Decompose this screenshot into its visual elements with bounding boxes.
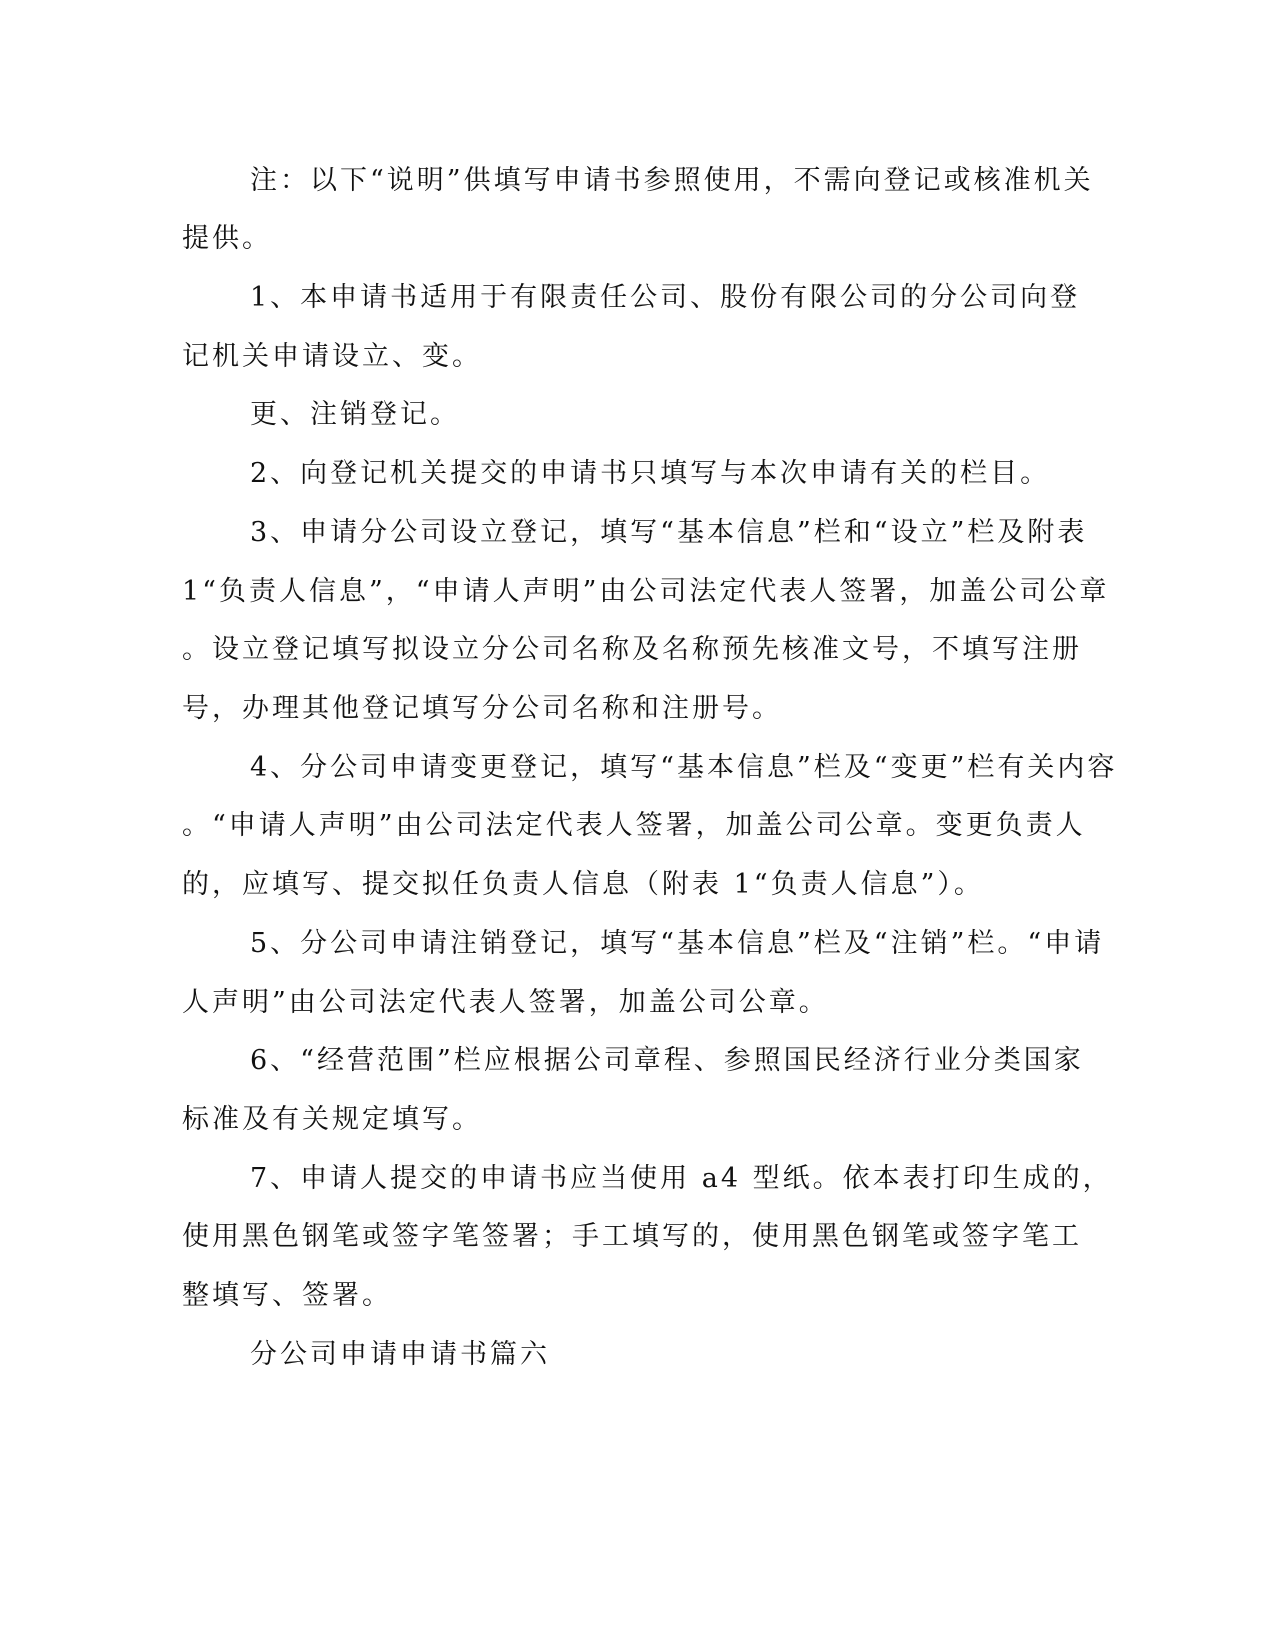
item-4-line-3: 的，应填写、提交拟任负责人信息（附表 1“负责人信息”）。: [182, 869, 984, 900]
item-3-line-4: 号，办理其他登记填写分公司名称和注册号。: [182, 693, 782, 724]
item-6-line-1: 6、“经营范围”栏应根据公司章程、参照国民经济行业分类国家: [250, 1045, 1084, 1076]
item-5-line-2: 人声明”由公司法定代表人签署，加盖公司公章。: [182, 987, 829, 1018]
item-4-line-1: 4、分公司申请变更登记，填写“基本信息”栏及“变更”栏有关内容: [250, 752, 1118, 783]
item-7-line-3: 整填写、签署。: [182, 1280, 392, 1311]
item-1-line-1: 1、本申请书适用于有限责任公司、股份有限公司的分公司向登: [250, 282, 1081, 313]
note-line-1: 注：以下“说明”供填写申请书参照使用，不需向登记或核准机关: [250, 165, 1094, 196]
item-6-line-2: 标准及有关规定填写。: [182, 1104, 482, 1135]
item-4-line-2: 。“申请人声明”由公司法定代表人签署，加盖公司公章。变更负责人: [182, 810, 1086, 841]
item-7-line-2: 使用黑色钢笔或签字笔签署；手工填写的，使用黑色钢笔或签字笔工: [182, 1221, 1082, 1252]
item-3-line-3: 。设立登记填写拟设立分公司名称及名称预先核准文号，不填写注册: [182, 634, 1082, 665]
item-1-line-3: 更、注销登记。: [250, 399, 460, 430]
item-2-line-1: 2、向登记机关提交的申请书只填写与本次申请有关的栏目。: [250, 458, 1051, 489]
item-5-line-1: 5、分公司申请注销登记，填写“基本信息”栏及“注销”栏。“申请: [250, 928, 1105, 959]
item-7-line-1: 7、申请人提交的申请书应当使用 a4 型纸。依本表打印生成的，: [250, 1163, 1113, 1194]
section-heading: 分公司申请申请书篇六: [250, 1339, 550, 1370]
note-line-2: 提供。: [182, 223, 272, 254]
item-3-line-2: 1“负责人信息”，“申请人声明”由公司法定代表人签署，加盖公司公章: [182, 576, 1110, 607]
item-1-line-2: 记机关申请设立、变。: [182, 341, 482, 372]
item-3-line-1: 3、申请分公司设立登记，填写“基本信息”栏和“设立”栏及附表: [250, 517, 1088, 548]
